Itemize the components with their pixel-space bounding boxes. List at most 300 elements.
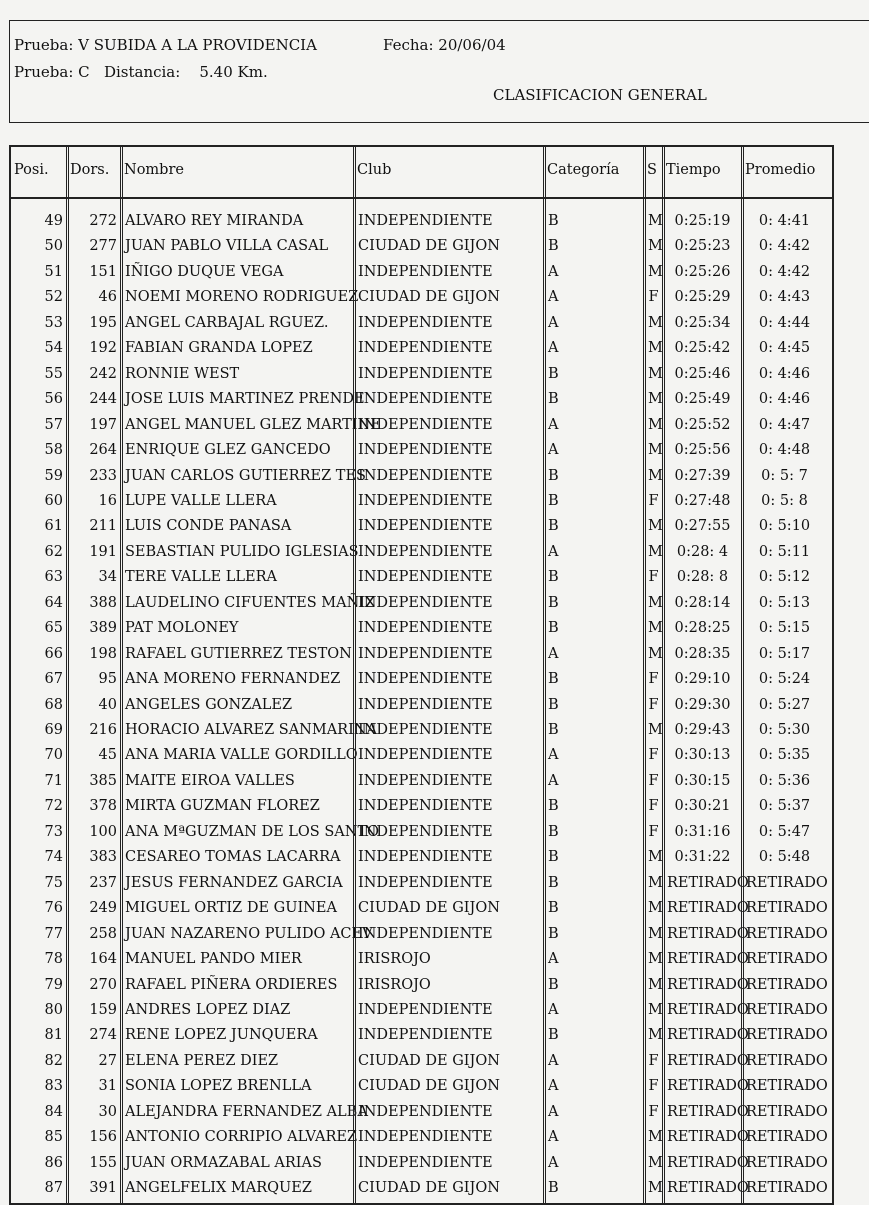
col-promedio-cell: 0: 4:46 [758, 365, 811, 382]
col-nombre-cell: MIRTA GUZMAN FLOREZ [125, 798, 320, 815]
col-dors-cell: 46 [98, 289, 117, 306]
col-posi-cell: 60 [44, 492, 63, 509]
col-posi-cell: 74 [44, 849, 63, 866]
col-nombre-cell: MIGUEL ORTIZ DE GUINEA [125, 900, 337, 917]
col-categoria-cell: B [548, 213, 559, 229]
col-posi-cell: 73 [44, 823, 63, 840]
col-club-cell: CIUDAD DE GIJON [358, 1180, 500, 1197]
col-nombre-cell: LAUDELINO CIFUENTES MAÑIZ [125, 594, 376, 611]
col-dors-cell: 164 [89, 951, 117, 968]
col-club-cell: INDEPENDIENTE [358, 1027, 493, 1044]
col-nombre-cell: IÑIGO DUQUE VEGA [125, 263, 284, 280]
col-sexo-cell: M [648, 645, 663, 662]
col-dors-cell: 159 [89, 1001, 117, 1018]
col-dors-cell: 40 [98, 696, 117, 713]
col-promedio-cell: RETIRADO [746, 1129, 828, 1146]
col-categoria-cell: A [548, 543, 559, 560]
race-name: Prueba: V SUBIDA A LA PROVIDENCIA [14, 36, 317, 54]
col-promedio-cell: RETIRADO [746, 1078, 828, 1095]
col-tiempo-cell: 0:27:55 [674, 518, 731, 535]
col-tiempo-cell: RETIRADO [667, 1154, 749, 1171]
col-posi-cell: 75 [44, 874, 63, 891]
col-categoria-cell: B [548, 467, 559, 484]
table-row [11, 618, 832, 643]
col-club-cell: INDEPENDIENTE [358, 467, 493, 484]
table-row [11, 491, 832, 516]
col-promedio-cell: RETIRADO [746, 976, 828, 993]
col-sexo-cell: M [648, 1001, 663, 1018]
table-row [11, 1025, 832, 1050]
col-sexo-cell: M [648, 416, 663, 433]
col-categoria-cell: A [548, 263, 559, 280]
col-nombre-cell: RONNIE WEST [125, 365, 240, 382]
col-categoria-cell: B [548, 518, 559, 535]
report-title: CLASIFICACION GENERAL [493, 86, 707, 104]
col-nombre-cell: FABIAN GRANDA LOPEZ [125, 340, 313, 357]
col-club-cell: INDEPENDIENTE [358, 391, 493, 408]
col-sexo-cell: M [648, 442, 663, 459]
col-tiempo-cell: 0:31:16 [674, 823, 731, 840]
table-row [11, 516, 832, 541]
col-dors-cell: 100 [89, 823, 117, 840]
col-posi-cell: 80 [44, 1001, 63, 1018]
col-sexo-cell: F [648, 492, 659, 509]
col-club-cell: INDEPENDIENTE [358, 823, 493, 840]
col-tiempo-cell: RETIRADO [667, 1078, 749, 1095]
table-row [11, 262, 832, 287]
col-sexo-cell: F [648, 569, 659, 586]
col-categoria-cell: A [548, 1001, 559, 1018]
col-club-cell: INDEPENDIENTE [358, 1154, 493, 1171]
col-club-cell: INDEPENDIENTE [358, 594, 493, 611]
table-row [11, 593, 832, 618]
col-posi-cell: 76 [44, 900, 63, 917]
col-nombre-cell: SEBASTIAN PULIDO IGLESIAS [125, 543, 359, 560]
col-posi-cell: 66 [44, 645, 63, 662]
col-categoria-cell: B [548, 594, 559, 611]
col-promedio-cell: 0: 5:48 [758, 849, 811, 866]
col-sexo-cell: M [648, 518, 663, 535]
col-promedio-cell: 0: 5:10 [758, 518, 811, 535]
col-club-cell: INDEPENDIENTE [358, 747, 493, 764]
col-promedio-cell: RETIRADO [746, 1052, 828, 1069]
col-sexo-cell: M [648, 1129, 663, 1146]
col-categoria-cell: B [548, 823, 559, 840]
col-categoria-cell: B [548, 620, 559, 637]
col-posi-cell: 71 [44, 772, 63, 789]
col-categoria-cell: B [548, 391, 559, 408]
col-sexo-cell: M [648, 594, 663, 611]
column-divider [643, 147, 646, 1203]
col-club-cell: INDEPENDIENTE [358, 1001, 493, 1018]
col-promedio-cell: 0: 4:47 [758, 416, 811, 433]
col-categoria-cell: B [548, 798, 559, 815]
col-categoria-cell: B [548, 722, 559, 738]
col-club-cell: CIUDAD DE GIJON [358, 238, 500, 255]
col-nombre-cell: RAFAEL GUTIERREZ TESTON [125, 645, 352, 662]
table-row [11, 720, 832, 745]
col-posi-cell: 62 [44, 543, 63, 560]
col-sexo-cell: M [648, 722, 663, 738]
col-categoria-cell: A [548, 1129, 559, 1146]
col-tiempo-cell: 0:25:19 [674, 213, 731, 229]
col-tiempo-cell: 0:25:52 [674, 416, 731, 433]
table-row [11, 873, 832, 898]
col-sexo-cell: M [648, 951, 663, 968]
col-club-cell: IRISROJO [358, 951, 431, 968]
col-sexo-cell: F [648, 823, 659, 840]
col-dors-cell: 385 [89, 772, 117, 789]
col-dors-cell: 388 [89, 594, 117, 611]
col-club-cell: INDEPENDIENTE [358, 798, 493, 815]
col-sexo-cell: F [648, 747, 659, 764]
col-dors-cell: 272 [89, 213, 117, 229]
col-nombre-cell: ANGELFELIX MARQUEZ [125, 1180, 312, 1197]
col-club-cell: INDEPENDIENTE [358, 416, 493, 433]
col-categoria-cell: B [548, 696, 559, 713]
col-categoria-cell: A [548, 951, 559, 968]
col-dors-cell: 16 [98, 492, 117, 509]
col-dors-cell: 237 [89, 874, 117, 891]
col-nombre-cell: CESAREO TOMAS LACARRA [125, 849, 341, 866]
col-club-cell: INDEPENDIENTE [358, 213, 493, 229]
col-sexo-cell: M [648, 467, 663, 484]
header-col-posi: Posi. [14, 162, 49, 178]
col-posi-cell: 81 [44, 1027, 63, 1044]
table-row [11, 415, 832, 440]
col-tiempo-cell: RETIRADO [667, 1180, 749, 1197]
col-tiempo-cell: 0:25:29 [674, 289, 731, 306]
col-categoria-cell: A [548, 645, 559, 662]
col-sexo-cell: M [648, 391, 663, 408]
col-nombre-cell: PAT MOLONEY [125, 620, 239, 637]
col-club-cell: INDEPENDIENTE [358, 340, 493, 357]
col-dors-cell: 242 [89, 365, 117, 382]
col-dors-cell: 197 [89, 416, 117, 433]
col-club-cell: INDEPENDIENTE [358, 722, 493, 738]
col-posi-cell: 67 [44, 671, 63, 688]
table-row [11, 313, 832, 338]
col-categoria-cell: B [548, 925, 559, 942]
col-tiempo-cell: 0:25:26 [674, 263, 731, 280]
col-sexo-cell: M [648, 1027, 663, 1044]
col-nombre-cell: ANA MORENO FERNANDEZ [125, 671, 341, 688]
col-dors-cell: 378 [89, 798, 117, 815]
col-dors-cell: 31 [98, 1078, 117, 1095]
header-col-categoria: Categoría [547, 162, 620, 178]
col-promedio-cell: RETIRADO [746, 1180, 828, 1197]
col-tiempo-cell: 0:25:56 [674, 442, 731, 459]
col-dors-cell: 277 [89, 238, 117, 255]
col-posi-cell: 55 [44, 365, 63, 382]
col-dors-cell: 151 [89, 263, 117, 280]
col-sexo-cell: M [648, 263, 663, 280]
col-sexo-cell: M [648, 340, 663, 357]
table-row [11, 236, 832, 261]
col-categoria-cell: B [548, 874, 559, 891]
col-sexo-cell: F [648, 1078, 659, 1095]
col-categoria-cell: A [548, 416, 559, 433]
col-posi-cell: 78 [44, 951, 63, 968]
col-nombre-cell: RENE LOPEZ JUNQUERA [125, 1027, 318, 1044]
col-promedio-cell: RETIRADO [746, 1154, 828, 1171]
col-posi-cell: 65 [44, 620, 63, 637]
table-row [11, 745, 832, 770]
col-sexo-cell: M [648, 213, 663, 229]
table-row [11, 1102, 832, 1127]
col-dors-cell: 233 [89, 467, 117, 484]
col-promedio-cell: 0: 5:27 [758, 696, 811, 713]
col-nombre-cell: HORACIO ALVAREZ SANMARINA [125, 722, 377, 738]
col-sexo-cell: F [648, 772, 659, 789]
table-row [11, 847, 832, 872]
col-promedio-cell: 0: 5: 8 [761, 492, 808, 509]
table-row [11, 567, 832, 592]
table-row [11, 949, 832, 974]
table-row [11, 389, 832, 414]
col-posi-cell: 70 [44, 747, 63, 764]
col-categoria-cell: A [548, 772, 559, 789]
col-posi-cell: 53 [44, 314, 63, 331]
col-promedio-cell: RETIRADO [746, 900, 828, 917]
col-club-cell: INDEPENDIENTE [358, 671, 493, 688]
col-dors-cell: 95 [98, 671, 117, 688]
table-row [11, 440, 832, 465]
col-posi-cell: 87 [44, 1180, 63, 1197]
col-nombre-cell: RAFAEL PIÑERA ORDIERES [125, 976, 338, 993]
col-club-cell: CIUDAD DE GIJON [358, 1078, 500, 1095]
col-nombre-cell: ANDRES LOPEZ DIAZ [125, 1001, 291, 1018]
col-tiempo-cell: 0:25:46 [674, 365, 731, 382]
col-dors-cell: 191 [89, 543, 117, 560]
table-row [11, 898, 832, 923]
col-tiempo-cell: 0:25:42 [674, 340, 731, 357]
col-posi-cell: 63 [44, 569, 63, 586]
col-promedio-cell: 0: 4:41 [758, 213, 811, 229]
col-nombre-cell: ANGELES GONZALEZ [125, 696, 293, 713]
col-tiempo-cell: 0:30:13 [674, 747, 731, 764]
col-club-cell: INDEPENDIENTE [358, 696, 493, 713]
col-dors-cell: 249 [89, 900, 117, 917]
col-promedio-cell: 0: 5:11 [758, 543, 811, 560]
col-nombre-cell: JUAN CARLOS GUTIERREZ TES [125, 467, 366, 484]
col-dors-cell: 274 [89, 1027, 117, 1044]
col-nombre-cell: NOEMI MORENO RODRIGUEZ [125, 289, 359, 306]
col-dors-cell: 34 [98, 569, 117, 586]
col-categoria-cell: A [548, 1103, 559, 1120]
col-club-cell: INDEPENDIENTE [358, 442, 493, 459]
col-tiempo-cell: 0:31:22 [674, 849, 731, 866]
col-tiempo-cell: 0:28:25 [674, 620, 731, 637]
table-row [11, 1051, 832, 1076]
col-club-cell: INDEPENDIENTE [358, 492, 493, 509]
col-categoria-cell: B [548, 492, 559, 509]
col-dors-cell: 27 [98, 1052, 117, 1069]
table-header [11, 147, 832, 199]
col-nombre-cell: JOSE LUIS MARTINEZ PRENDE [125, 391, 365, 408]
column-divider [543, 147, 546, 1203]
table-row [11, 644, 832, 669]
col-posi-cell: 86 [44, 1154, 63, 1171]
col-sexo-cell: F [648, 289, 659, 306]
col-posi-cell: 64 [44, 594, 63, 611]
col-dors-cell: 391 [89, 1180, 117, 1197]
col-sexo-cell: M [648, 314, 663, 331]
col-club-cell: CIUDAD DE GIJON [358, 1052, 500, 1069]
col-sexo-cell: M [648, 849, 663, 866]
col-nombre-cell: SONIA LOPEZ BRENLLA [125, 1078, 312, 1095]
col-sexo-cell: M [648, 925, 663, 942]
col-posi-cell: 85 [44, 1129, 63, 1146]
col-posi-cell: 83 [44, 1078, 63, 1095]
col-posi-cell: 56 [44, 391, 63, 408]
col-posi-cell: 57 [44, 416, 63, 433]
col-posi-cell: 49 [44, 213, 63, 229]
col-categoria-cell: A [548, 289, 559, 306]
col-nombre-cell: ANGEL MANUEL GLEZ MARTINE [125, 416, 381, 433]
col-posi-cell: 68 [44, 696, 63, 713]
col-posi-cell: 84 [44, 1103, 63, 1120]
col-club-cell: INDEPENDIENTE [358, 518, 493, 535]
column-divider [66, 147, 69, 1203]
col-posi-cell: 59 [44, 467, 63, 484]
header-col-promedio: Promedio [745, 162, 816, 178]
col-dors-cell: 192 [89, 340, 117, 357]
col-categoria-cell: A [548, 340, 559, 357]
col-tiempo-cell: 0:29:10 [674, 671, 731, 688]
col-promedio-cell: 0: 4:43 [758, 289, 811, 306]
col-promedio-cell: 0: 5:12 [758, 569, 811, 586]
col-nombre-cell: ANA MªGUZMAN DE LOS SANTO [125, 823, 379, 840]
col-nombre-cell: LUPE VALLE LLERA [125, 492, 277, 509]
header-col-club: Club [357, 162, 392, 178]
col-nombre-cell: ANA MARIA VALLE GORDILLO [125, 747, 358, 764]
col-club-cell: INDEPENDIENTE [358, 645, 493, 662]
col-promedio-cell: 0: 5:37 [758, 798, 811, 815]
col-tiempo-cell: RETIRADO [667, 1103, 749, 1120]
col-tiempo-cell: 0:25:49 [674, 391, 731, 408]
col-tiempo-cell: 0:29:43 [674, 722, 731, 738]
col-tiempo-cell: RETIRADO [667, 1001, 749, 1018]
col-club-cell: INDEPENDIENTE [358, 874, 493, 891]
col-categoria-cell: A [548, 1078, 559, 1095]
col-categoria-cell: B [548, 238, 559, 255]
col-categoria-cell: A [548, 1154, 559, 1171]
col-nombre-cell: TERE VALLE LLERA [125, 569, 278, 586]
col-nombre-cell: LUIS CONDE PANASA [125, 518, 292, 535]
table-row [11, 796, 832, 821]
col-promedio-cell: 0: 4:46 [758, 391, 811, 408]
col-tiempo-cell: 0:25:23 [674, 238, 731, 255]
col-sexo-cell: M [648, 1180, 663, 1197]
col-nombre-cell: JUAN PABLO VILLA CASAL [125, 238, 329, 255]
col-dors-cell: 155 [89, 1154, 117, 1171]
col-dors-cell: 244 [89, 391, 117, 408]
col-sexo-cell: F [648, 671, 659, 688]
col-tiempo-cell: 0:28:14 [674, 594, 731, 611]
col-sexo-cell: M [648, 238, 663, 255]
table-row [11, 287, 832, 312]
col-categoria-cell: B [548, 569, 559, 586]
col-categoria-cell: B [548, 900, 559, 917]
col-dors-cell: 258 [89, 925, 117, 942]
col-club-cell: IRISROJO [358, 976, 431, 993]
col-posi-cell: 72 [44, 798, 63, 815]
col-tiempo-cell: RETIRADO [667, 1129, 749, 1146]
header-col-sexo: S [647, 162, 657, 178]
col-tiempo-cell: 0:27:39 [674, 467, 731, 484]
col-tiempo-cell: RETIRADO [667, 1052, 749, 1069]
col-nombre-cell: JESUS FERNANDEZ GARCIA [125, 874, 343, 891]
col-posi-cell: 51 [44, 263, 63, 280]
col-club-cell: INDEPENDIENTE [358, 365, 493, 382]
col-dors-cell: 389 [89, 620, 117, 637]
col-promedio-cell: 0: 5:13 [758, 594, 811, 611]
col-sexo-cell: F [648, 1052, 659, 1069]
col-promedio-cell: RETIRADO [746, 1027, 828, 1044]
table-row [11, 1127, 832, 1152]
col-promedio-cell: RETIRADO [746, 1103, 828, 1120]
column-divider [741, 147, 744, 1203]
table-row [11, 669, 832, 694]
col-club-cell: INDEPENDIENTE [358, 849, 493, 866]
col-tiempo-cell: RETIRADO [667, 925, 749, 942]
col-promedio-cell: 0: 5:36 [758, 772, 811, 789]
col-dors-cell: 30 [98, 1103, 117, 1120]
col-promedio-cell: RETIRADO [746, 951, 828, 968]
col-nombre-cell: MAITE EIROA VALLES [125, 772, 295, 789]
table-row [11, 542, 832, 567]
col-dors-cell: 211 [89, 518, 117, 535]
col-nombre-cell: ANGEL CARBAJAL RGUEZ. [125, 314, 329, 331]
table-row [11, 364, 832, 389]
col-tiempo-cell: 0:28:35 [674, 645, 731, 662]
col-promedio-cell: 0: 5: 7 [761, 467, 808, 484]
col-sexo-cell: M [648, 620, 663, 637]
col-club-cell: INDEPENDIENTE [358, 569, 493, 586]
col-sexo-cell: M [648, 900, 663, 917]
table-row [11, 1076, 832, 1101]
col-club-cell: INDEPENDIENTE [358, 314, 493, 331]
col-categoria-cell: A [548, 314, 559, 331]
col-dors-cell: 216 [89, 722, 117, 738]
col-categoria-cell: B [548, 365, 559, 382]
col-nombre-cell: ALVARO REY MIRANDA [125, 213, 304, 229]
col-tiempo-cell: RETIRADO [667, 951, 749, 968]
col-club-cell: INDEPENDIENTE [358, 1103, 493, 1120]
col-promedio-cell: 0: 5:47 [758, 823, 811, 840]
col-club-cell: INDEPENDIENTE [358, 925, 493, 942]
col-categoria-cell: B [548, 1180, 559, 1197]
col-nombre-cell: JUAN NAZARENO PULIDO ACEV [125, 925, 373, 942]
table-row [11, 1000, 832, 1025]
col-promedio-cell: 0: 4:42 [758, 263, 811, 280]
col-posi-cell: 52 [44, 289, 63, 306]
col-posi-cell: 58 [44, 442, 63, 459]
col-posi-cell: 79 [44, 976, 63, 993]
col-sexo-cell: F [648, 798, 659, 815]
col-dors-cell: 264 [89, 442, 117, 459]
col-promedio-cell: RETIRADO [746, 874, 828, 891]
col-categoria-cell: B [548, 1027, 559, 1044]
col-tiempo-cell: RETIRADO [667, 900, 749, 917]
column-divider [120, 147, 123, 1203]
col-promedio-cell: 0: 4:45 [758, 340, 811, 357]
col-sexo-cell: M [648, 1154, 663, 1171]
report-header [9, 20, 869, 123]
col-dors-cell: 198 [89, 645, 117, 662]
col-sexo-cell: M [648, 874, 663, 891]
